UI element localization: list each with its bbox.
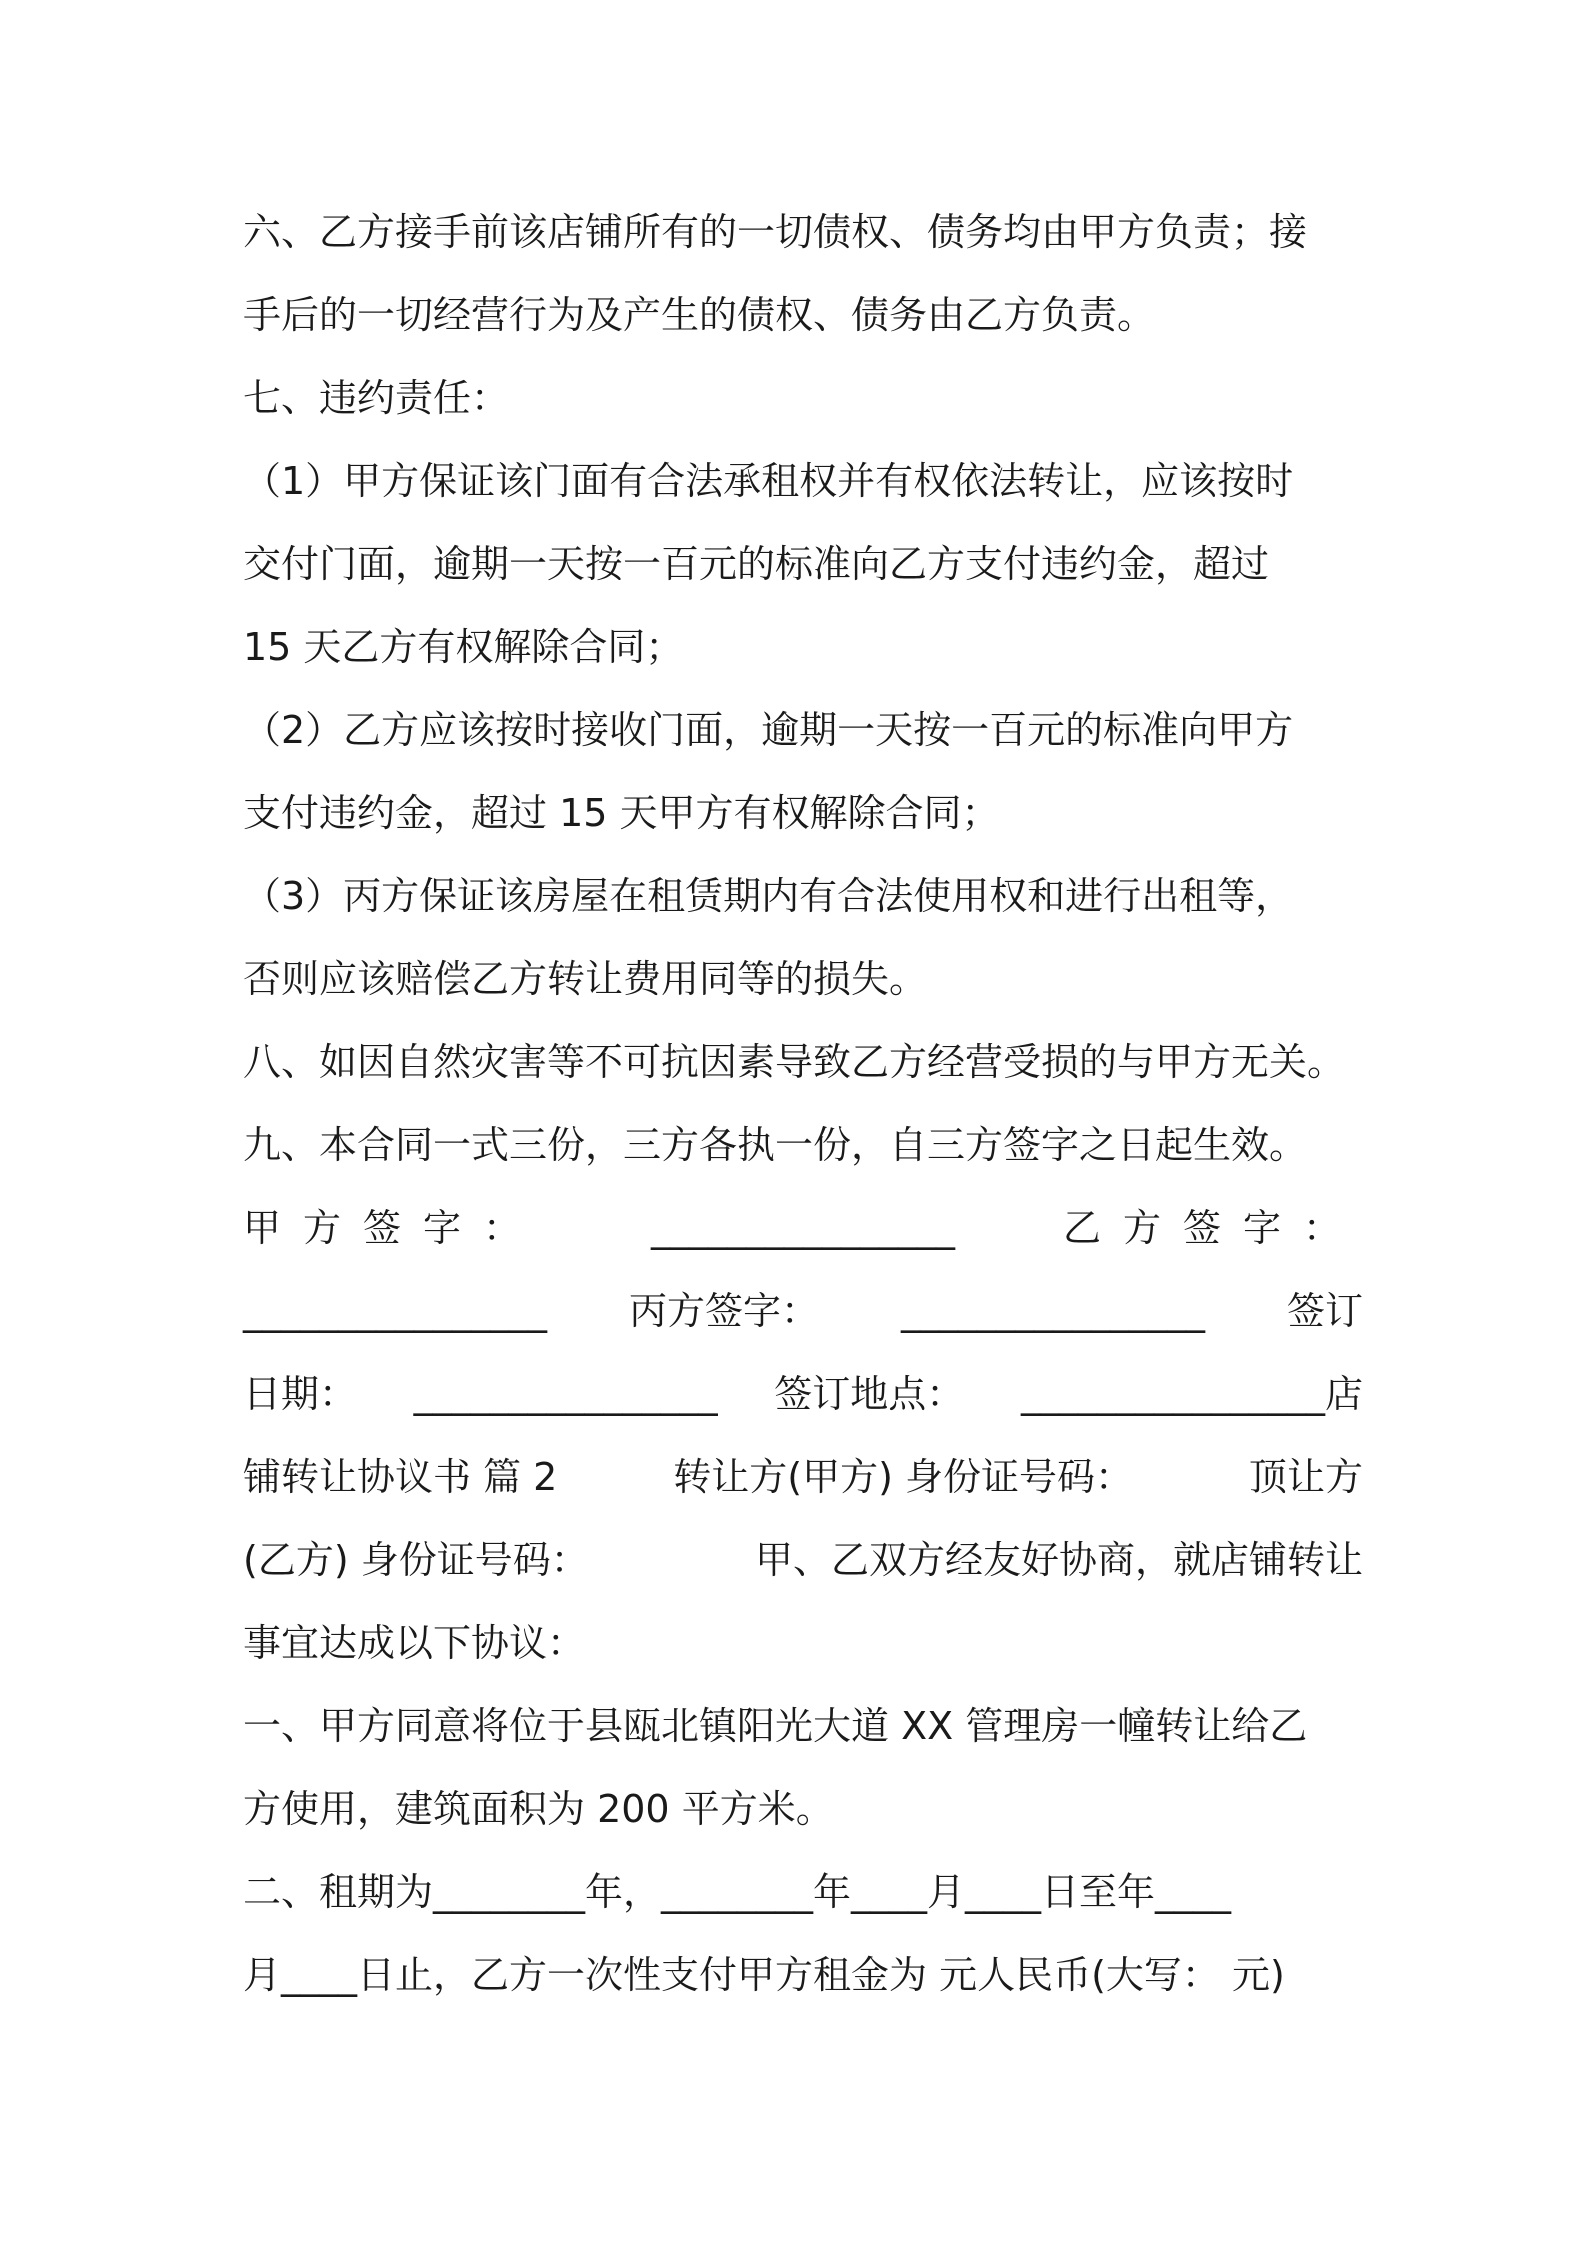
text-line: （2）乙方应该按时接收门面，逾期一天按一百元的标准向甲方 xyxy=(243,708,1294,752)
transferee-label: 顶让方 xyxy=(1248,1455,1363,1499)
party-a-signature-label: 甲方签字： xyxy=(243,1206,544,1250)
text-line: 八、如因自然灾害等不可抗因素导致乙方经营受损的与甲方无关。 xyxy=(243,1040,1346,1084)
text-line: 月____日止，乙方一次性支付甲方租金为 元人民币(大写： 元) xyxy=(243,1953,1285,1997)
transferee-id-label: (乙方) 身份证号码： xyxy=(243,1538,589,1582)
party-b-signature-label: 乙方签字： xyxy=(1062,1206,1363,1250)
text-line: 二、租期为________年，________年____月____日至年____ xyxy=(243,1870,1232,1914)
signing-date-label: 日期： xyxy=(243,1372,358,1416)
party-b-signature-blank: ________________ xyxy=(243,1289,547,1333)
agreement-intro: 甲、乙双方经友好协商，就店铺转让 xyxy=(754,1538,1363,1582)
section-heading: 七、违约责任： xyxy=(243,376,510,420)
signature-line xyxy=(243,1286,1363,1336)
text-line: 交付门面，逾期一天按一百元的标准向乙方支付违约金，超过 xyxy=(243,542,1270,586)
agreement-header-line xyxy=(243,1535,1363,1585)
text-line: （3）丙方保证该房屋在租赁期内有合法使用权和进行出租等， xyxy=(243,874,1294,918)
transferor-id-label: 转让方(甲方) 身份证号码： xyxy=(673,1455,1134,1499)
text-line: 事宜达成以下协议： xyxy=(243,1621,586,1665)
signature-line xyxy=(243,1203,1363,1253)
party-c-signature-blank: ________________ xyxy=(900,1289,1205,1333)
text-line: 九、本合同一式三份，三方各执一份，自三方签字之日起生效。 xyxy=(243,1123,1308,1167)
text-line: 15 天乙方有权解除合同； xyxy=(243,625,684,669)
agreement-header-line xyxy=(243,1452,1363,1502)
text-line: 一、甲方同意将位于县瓯北镇阳光大道 XX 管理房一幢转让给乙 xyxy=(243,1704,1308,1748)
text-line: （1）甲方保证该门面有合法承租权并有权依法转让，应该按时 xyxy=(243,459,1294,503)
agreement-title: 铺转让协议书 篇 2 xyxy=(243,1455,558,1499)
text-line: 否则应该赔偿乙方转让费用同等的损失。 xyxy=(243,957,928,1001)
party-a-signature-blank: ________________ xyxy=(651,1206,955,1250)
text-line: 支付违约金，超过 15 天甲方有权解除合同； xyxy=(243,791,1000,835)
text-line: 手后的一切经营行为及产生的债权、债务由乙方负责。 xyxy=(243,293,1156,337)
signing-place-label: 签订地点： xyxy=(774,1372,965,1416)
signing-date-label-start: 签订 xyxy=(1286,1289,1363,1333)
signing-date-blank: ________________ xyxy=(413,1372,718,1416)
text-line xyxy=(243,207,1363,257)
text-line: 方使用，建筑面积为 200 平方米。 xyxy=(243,1787,834,1831)
signing-place-blank: ________________店 xyxy=(1020,1372,1363,1416)
party-c-signature-label: 丙方签字： xyxy=(628,1289,819,1333)
signature-line xyxy=(243,1369,1363,1419)
text-content: 六、乙方接手前该店铺所有的一切债权、债务均由甲方负责；接 xyxy=(243,210,1308,254)
